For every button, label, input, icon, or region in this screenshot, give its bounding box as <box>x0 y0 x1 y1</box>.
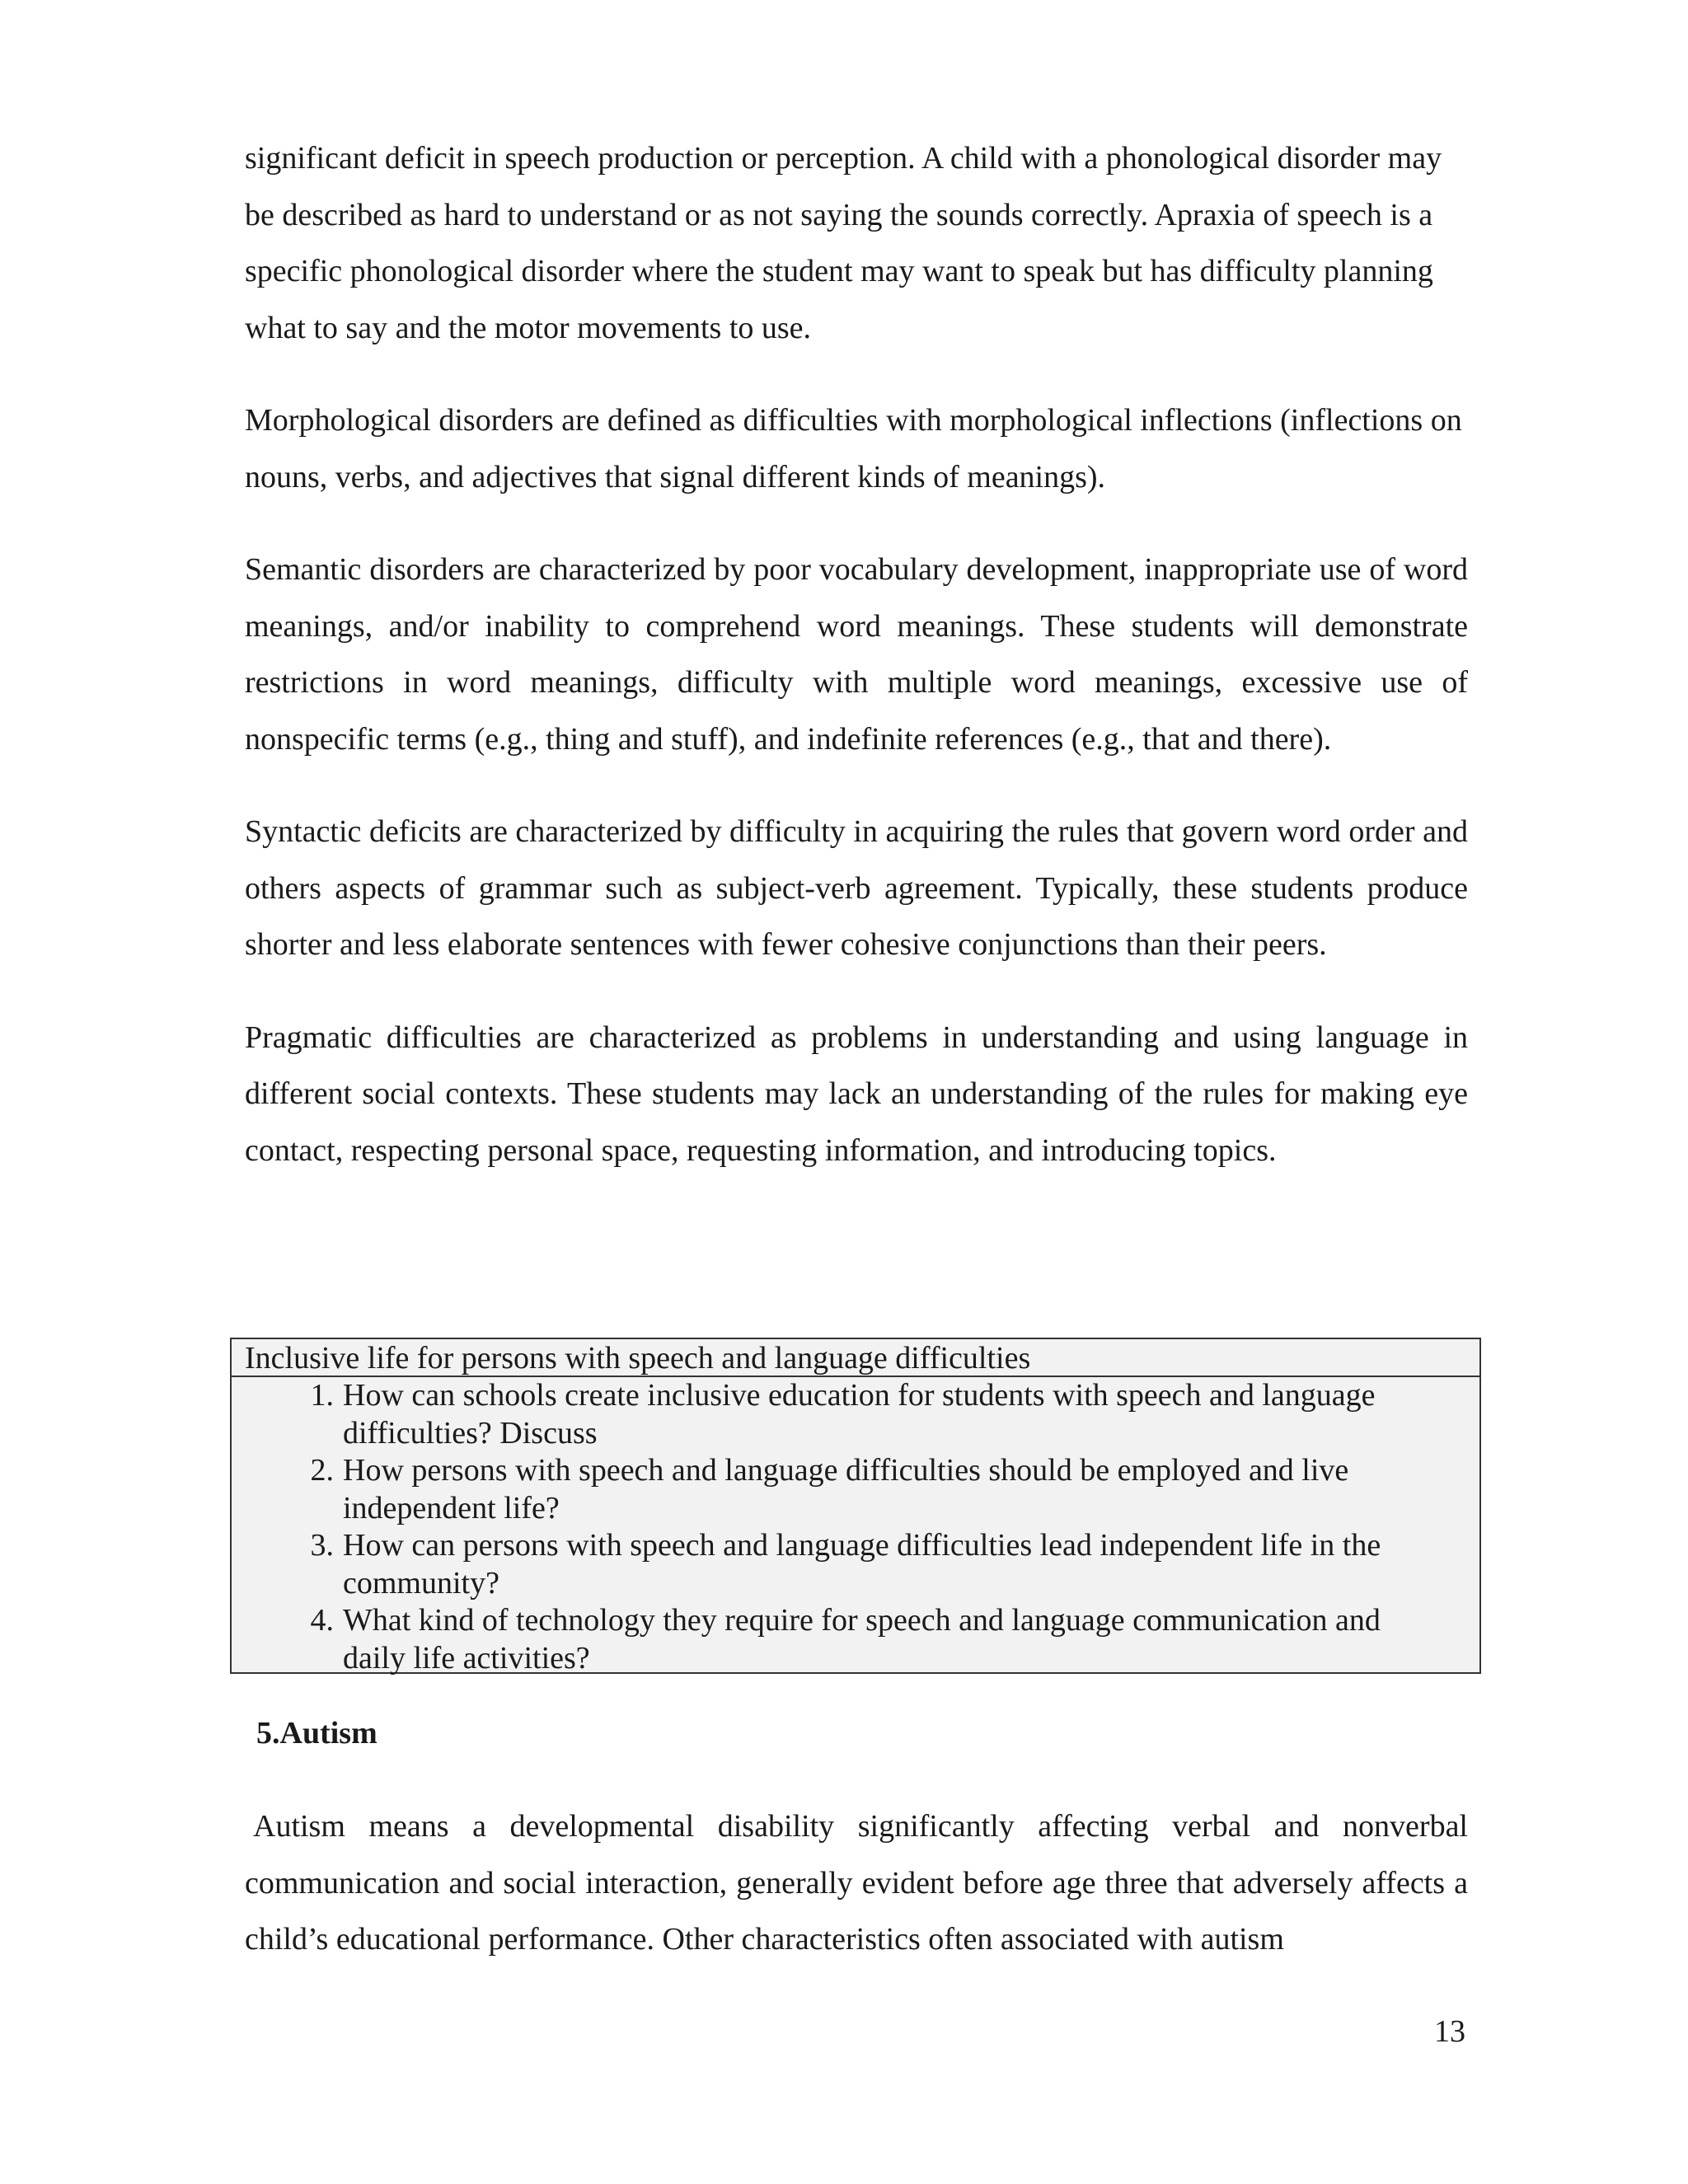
question-number: 1. <box>310 1378 334 1413</box>
discussion-question <box>232 1527 1479 1602</box>
paragraph-pragmatic: Pragmatic difficulties are characterized as problems in understanding and using language in different social contexts. These students may lack an understanding of the rules for making eye contact, respecting personal space, requesting information, and introducing topics. <box>245 1019 1468 1168</box>
discussion-question <box>232 1377 1479 1452</box>
paragraph-syntactic: Syntactic deficits are characterized by difficulty in acquiring the rules that govern word order and others aspects of grammar such as subject-verb agreement. Typically, these students produce shorter and less elaborate sentences with fewer cohesive conjunctions than their peers. <box>245 814 1468 962</box>
page-number: 13 <box>1434 2014 1465 2049</box>
paragraph-morphological: Morphological disorders are defined as difficulties with morphological inflections (inflections on nouns, verbs, and adjectives that signal different kinds of meanings). <box>245 403 1462 494</box>
question-text: How can schools create inclusive education for students with speech and language difficulties? Discuss <box>343 1378 1376 1451</box>
body-text <box>245 130 1468 1215</box>
section-heading: 5.Autism <box>256 1716 377 1750</box>
question-number: 3. <box>310 1528 334 1563</box>
discussion-box-title: Inclusive life for persons with speech and language difficulties <box>232 1339 1479 1377</box>
discussion-box <box>230 1338 1481 1674</box>
discussion-question <box>232 1602 1479 1677</box>
question-text: What kind of technology they require for speech and language communication and daily life activities? <box>343 1603 1381 1675</box>
paragraph-autism: Autism means a developmental disability significantly affecting verbal and nonverbal communication and social interaction, generally evident before age three that adversely affects a child’s educational performance. Other characteristics often associated with autism <box>245 1809 1468 1957</box>
discussion-question <box>232 1452 1479 1527</box>
discussion-question-list <box>232 1377 1479 1677</box>
question-number: 4. <box>310 1603 334 1638</box>
question-number: 2. <box>310 1453 334 1488</box>
paragraph-semantic: Semantic disorders are characterized by poor vocabulary development, inappropriate use of word meanings, and/or inability to comprehend word meanings. These students will demonstrate restrictions in word meanings, difficulty with multiple word meanings, excessive use of nonspecific terms (e.g., thing and stuff), and indefinite references (e.g., that and there). <box>245 552 1468 757</box>
paragraph-phonological: significant deficit in speech production or perception. A child with a phonological disorder may be described as hard to understand or as not saying the sounds correctly. Apraxia of speech is a specific phonological disorder where the student may want to speak but has difficulty planning what to say and the motor movements to use. <box>245 141 1442 345</box>
question-text: How can persons with speech and language difficulties lead independent life in the community? <box>343 1528 1381 1601</box>
question-text: How persons with speech and language difficulties should be employed and live independent life? <box>343 1453 1349 1526</box>
